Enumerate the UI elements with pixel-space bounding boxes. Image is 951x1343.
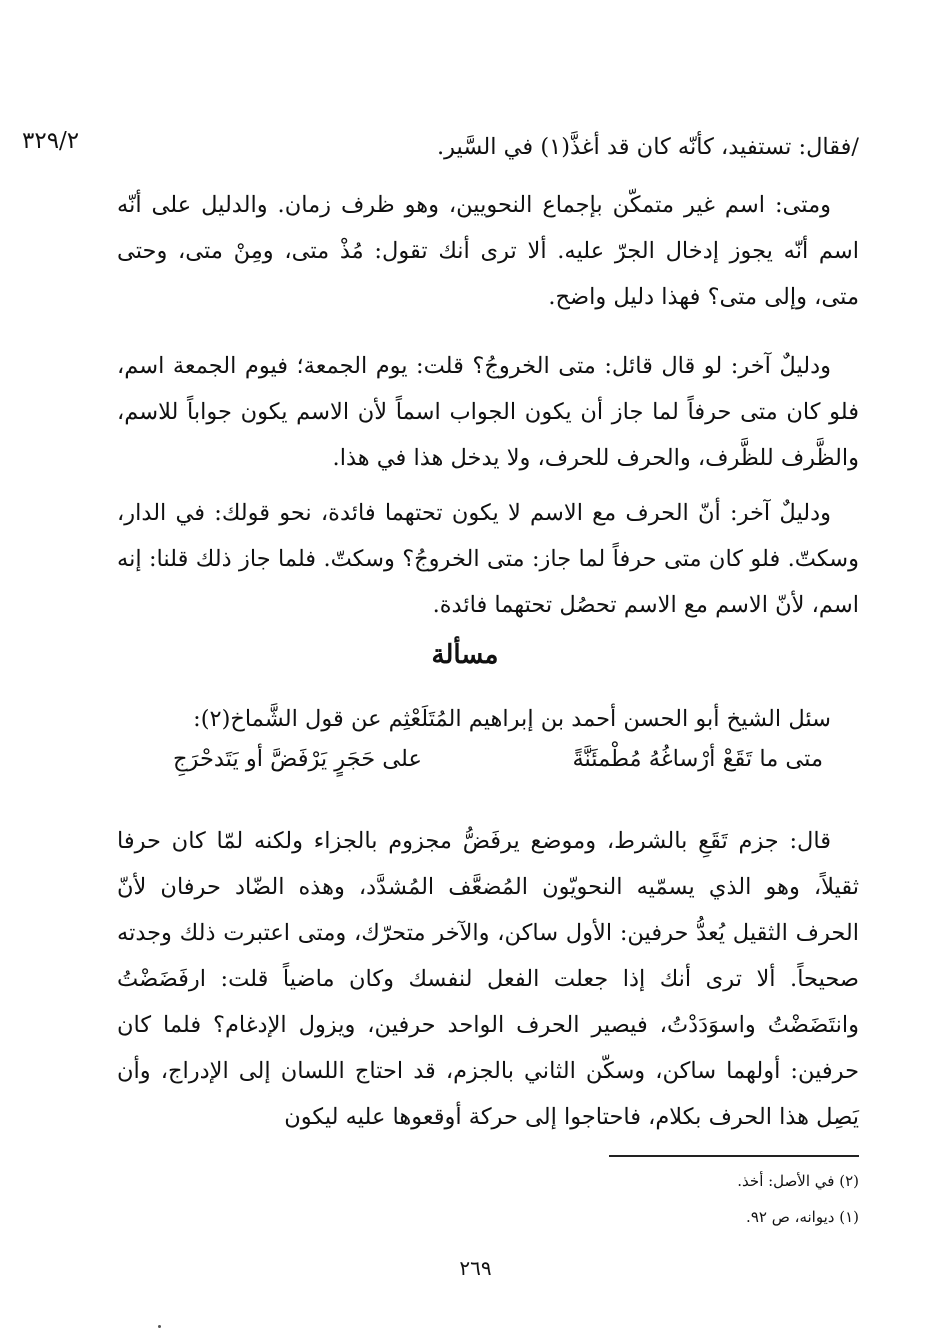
section-heading: مسألة bbox=[431, 640, 499, 670]
paragraph-text: قال: جزم تَقَعِ بالشرط، وموضع يرفَضُّ مجزوم بالجزاء ولكنه لمّا كان حرفا ثقيلاً، وهو الذي يسمّيه النحويّون المُضعَّف المُشدَّد، وهذه الضّاد حرفان لأنّ الحرف الثقيل يُعدُّ حرفين: الأول ساكن، والآخر متحرّك، ومتى اعتبرت ذلك وجدته صحيحاً. ألا ترى أنك إذا جعلت الفعل لنفسك وكان ماضياً قلت: ارفَضَضْتُ وانتَضَضْتُ واسوَدَدْتُ، فيصير الحرف الواحد حرفين، ويزول الإدغام؟ فلما كان حرفين: أولهما ساكن، وسكّن الثاني بالجزم، قد احتاج اللسان إلى الإدراج، وأن يَصِل هذا الحرف بكلام، فاحتاجوا إلى حركة أوقعوها عليه ليكون bbox=[117, 828, 859, 1130]
poetry-verse bbox=[173, 746, 823, 772]
paragraph-text: ومتى: اسم غير متمكّن بإجماع النحويين، وهو ظرف زمان. والدليل على أنّه اسم أنّه يجوز إدخال الجرّ عليه. ألا ترى أنك تقول: مُذْ متى، ومِنْ متى، وحتى متى، وإلى متى؟ فهذا دليل واضح. bbox=[117, 192, 859, 310]
opening-line: /فقال: تستفيد، كأنّه كان قد أغذَّ(١) في السَّير. bbox=[436, 134, 859, 160]
verse-second-hemistich: على حَجَرٍ يَرْفَضَّ أو يَتَدحْرَجِ bbox=[173, 746, 422, 772]
verse-first-hemistich: متى ما تَقَعْ أرْساغُهُ مُطْمئَنَّةً bbox=[572, 746, 823, 772]
body-paragraph-2 bbox=[117, 343, 859, 481]
footnote-separator bbox=[609, 1155, 859, 1157]
paragraph-text: ودليلٌ آخر: لو قال قائل: متى الخروجُ؟ قلت: يوم الجمعة؛ فيوم الجمعة اسم، فلو كان متى حرفاً لما جاز أن يكون الجواب اسماً لأن الاسم يكون جواباً للاسم، والظَّرف للظَّرف، والحرف للحرف، ولا يدخل هذا في هذا. bbox=[117, 353, 859, 471]
footnote-item: (١) ديوانه، ص ٩٢. bbox=[746, 1208, 859, 1226]
question-intro: سئل الشيخ أبو الحسن أحمد بن إبراهيم المُتَلَعْثِم عن قول الشَّماخ(٢): bbox=[193, 706, 831, 732]
body-paragraph-1 bbox=[117, 182, 859, 320]
page-number: ٢٦٩ bbox=[459, 1256, 492, 1280]
answer-paragraph bbox=[117, 818, 859, 1140]
footnotes bbox=[117, 1163, 859, 1235]
body-paragraph-3 bbox=[117, 490, 859, 628]
paragraph-text: ودليلٌ آخر: أنّ الحرف مع الاسم لا يكون تحتهما فائدة، نحو قولك: في الدار، وسكتّ. فلو كان متى حرفاً لما جاز: متى الخروجُ؟ وسكتّ. فلما جاز ذلك قلنا: إنه اسم، لأنّ الاسم مع الاسم تحصُل تحتهما فائدة. bbox=[117, 500, 859, 618]
footnote-item: (٢) في الأصل: أخذ. bbox=[737, 1172, 859, 1190]
margin-page-reference: ٣٢٩/٢ bbox=[22, 128, 80, 154]
scan-speck bbox=[158, 1325, 161, 1328]
